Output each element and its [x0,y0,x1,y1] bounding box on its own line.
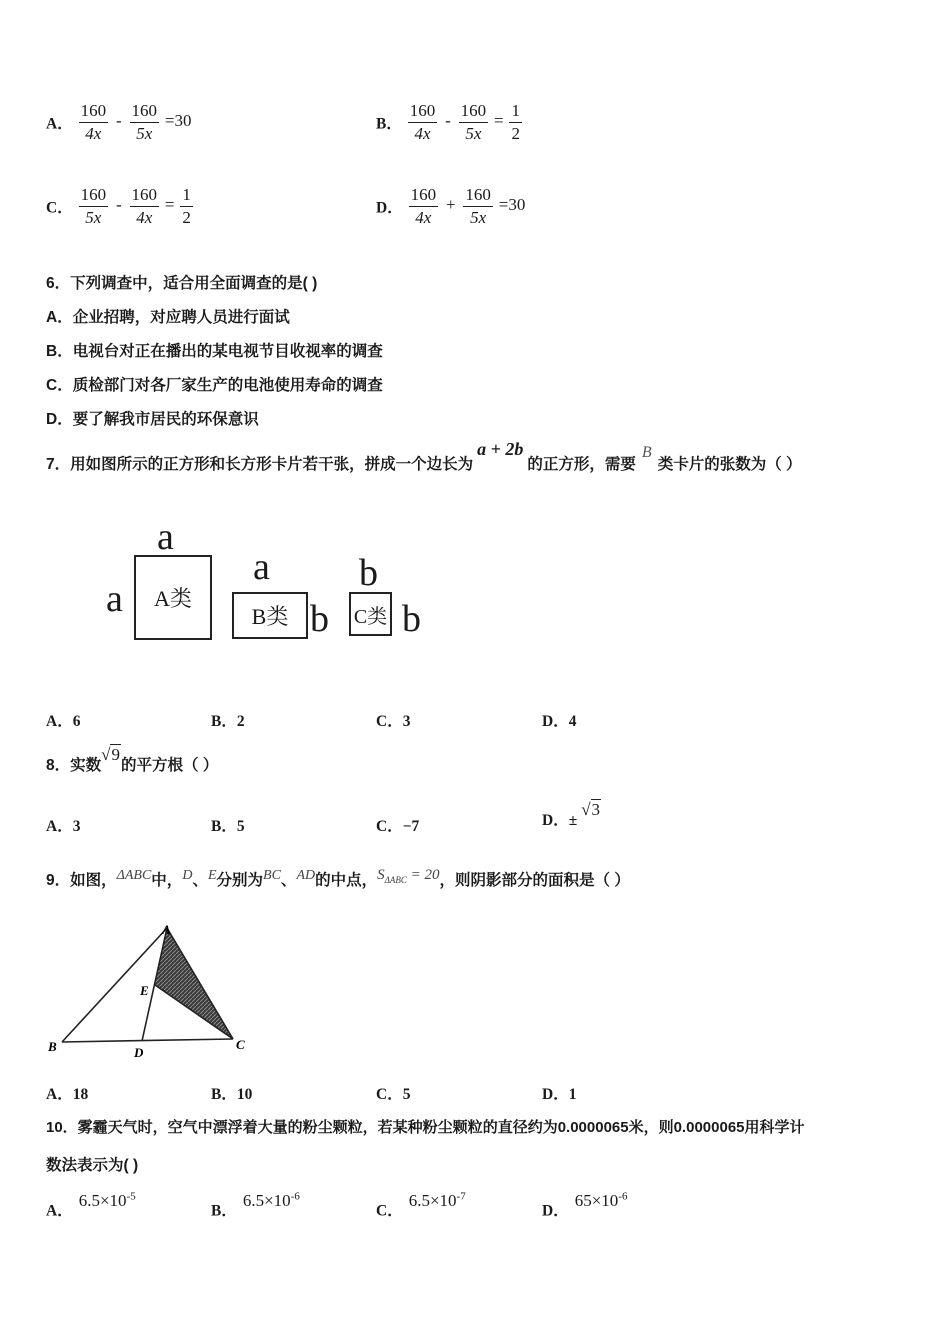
q9-triangle-figure [40,918,270,1068]
point-d-label: D [134,1045,144,1060]
q5-option-d: D． $\frac{160}{4x}$ + $\frac{160}{5x}$ =30 [376,185,526,227]
fraction: $\frac{160}{4x}$ [131,185,157,227]
side-bc [62,1039,233,1042]
vertex-b-label: B [48,1039,57,1054]
vertex-c-label: C [236,1037,245,1052]
label-b-top: b [359,552,378,594]
fraction: $\frac{160}{5x}$ [131,101,157,143]
label-a-b-card: a [253,546,270,588]
q7-option-c: C．3 [376,713,411,730]
label-b-right-c: b [402,598,421,640]
q5-option-b: B． $\frac{160}{4x}$ - $\frac{160}{5x}$ = $\frac{1}{2}$ [376,101,520,143]
q10-stem-line1: 10．雾霾天气时，空气中漂浮着大量的粉尘颗粒，若某种粉尘颗粒的直径约为0.0000065米，则0.0000065用科学计 [46,1119,805,1136]
q10-option-c: C．$6.5\times 10^{-7}$ [376,1190,466,1220]
point-e-label: E [140,983,149,998]
fraction: $\frac{160}{4x}$ [409,101,436,143]
q7-stem: 7．用如图所示的正方形和长方形卡片若干张，拼成一个边长为a + 2b的正方形，需要B类卡片的张数为（ ） [46,439,802,473]
q6-option-d: D．要了解我市居民的环保意识 [46,411,259,428]
sqrt-3: √3 [581,800,601,819]
q9-option-c: C．5 [376,1086,411,1103]
q6-stem: 6．下列调查中，适合用全面调查的是( ) [46,275,318,292]
q6-option-c: C．质检部门对各厂家生产的电池使用寿命的调查 [46,377,383,394]
fraction: $\frac{160}{4x}$ [410,185,437,227]
q7-option-d: D．4 [542,713,577,730]
fraction: $\frac{160}{4x}$ [80,101,107,143]
fraction: $\frac{1}{2}$ [182,185,191,227]
fraction: $\frac{1}{2}$ [511,101,520,143]
vertex-a-label: A [162,922,171,937]
q9-stem: 9．如图，ΔABC中，D、E分别为BC、AD的中点，$S_{\Delta ABC} = 20$，则阴影部分的面积是（ ） [46,867,630,889]
label-b-right: b [310,598,329,640]
variable-b: B [641,444,652,461]
q6-option-a: A．企业招聘，对应聘人员进行面试 [46,309,290,326]
shaded-region [155,928,233,1039]
q7-option-b: B．2 [211,713,245,730]
q9-option-d: D．1 [542,1086,577,1103]
q9-option-b: B．10 [211,1086,253,1103]
card-b: B类 [232,592,308,639]
q8-option-c: C．−7 [376,818,420,835]
label-a-top: a [157,516,174,558]
q10-option-a: A．$6.5\times 10^{-5}$ [46,1190,136,1220]
expression-a-plus-2b: a + 2b [477,439,524,459]
q10-option-d: D．$65\times 10^{-6}$ [542,1190,628,1220]
fraction: $\frac{160}{5x}$ [465,185,491,227]
sqrt-9: √9 [101,745,120,764]
q9-option-a: A．18 [46,1086,89,1103]
q7-option-a: A．6 [46,713,81,730]
q6-option-b: B．电视台对正在播出的某电视节目收视率的调查 [46,343,383,360]
area-expression: $S_{\Delta ABC} = 20$ [377,867,440,885]
card-a: A类 [134,555,212,640]
q5-option-c: C． $\frac{160}{5x}$ - $\frac{160}{4x}$ = $\frac{1}{2}$ [46,185,191,227]
q10-option-b: B．$6.5\times 10^{-6}$ [211,1190,300,1220]
q8-option-d: D．±√3 [542,800,601,841]
q10-stem-line2: 数法表示为( ) [46,1157,139,1174]
card-c: C类 [349,592,392,636]
fraction: $\frac{160}{5x}$ [460,101,487,143]
q8-option-a: A．3 [46,818,81,835]
q5-option-a: A． $\frac{160}{4x}$ - $\frac{160}{5x}$ =30 [46,101,192,143]
label-a-left: a [106,578,123,620]
side-ab [62,928,167,1042]
q8-option-b: B．5 [211,818,245,835]
fraction: $\frac{160}{5x}$ [80,185,107,227]
q8-stem: 8．实数√9的平方根（ ） [46,745,218,786]
